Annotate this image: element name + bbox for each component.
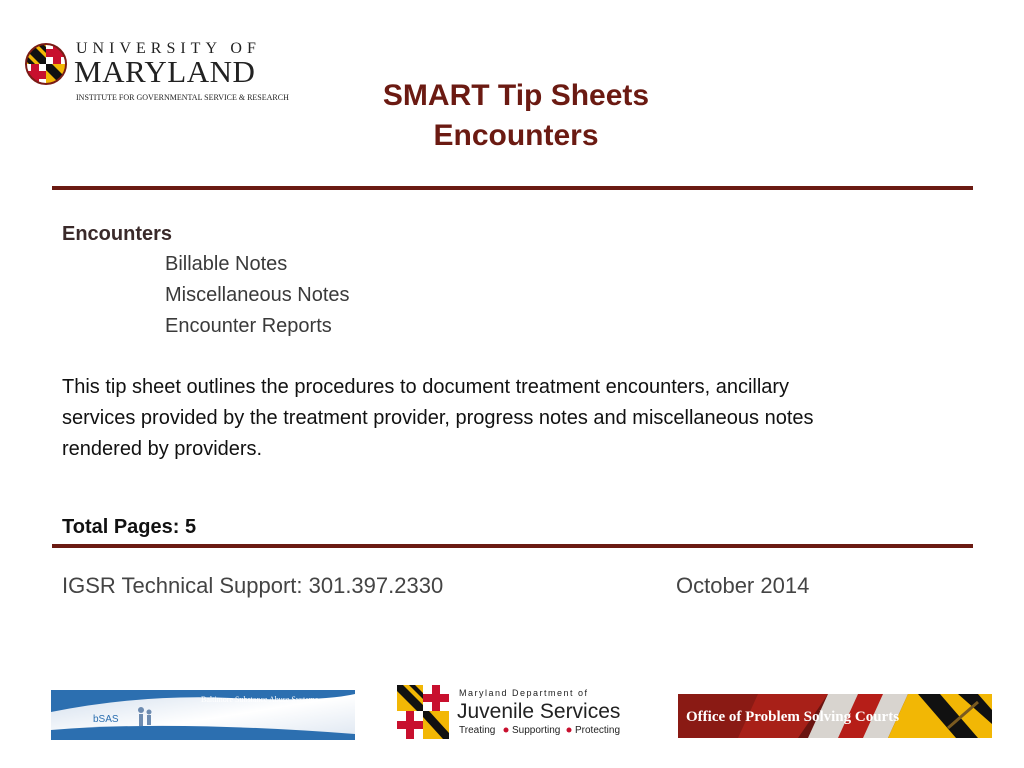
bottom-divider [52, 544, 973, 548]
djs-tagline-1: Treating [459, 725, 496, 736]
page-subtitle: Encounters [433, 119, 599, 152]
topic-item: Encounter Reports [165, 315, 332, 337]
section-heading: Encounters [62, 223, 173, 245]
description-line: This tip sheet outlines the procedures to document treatment encounters, ancillary [62, 376, 790, 398]
total-pages: Total Pages: 5 [62, 516, 197, 538]
logo-line-institute: INSTITUTE FOR GOVERNMENTAL SERVICE & RESEARCH [76, 93, 289, 102]
maryland-seal-icon [24, 42, 68, 86]
djs-name: Juvenile Services [457, 700, 621, 723]
bsas-full-name: Baltimore Substance Abuse Systems [201, 695, 319, 704]
publication-date: October 2014 [676, 573, 810, 598]
logo-line-maryland: MARYLAND [74, 54, 256, 89]
bullet-icon [567, 728, 572, 733]
top-divider [52, 186, 973, 190]
description-line: services provided by the treatment provider, progress notes and miscellaneous notes [62, 407, 814, 429]
bsas-abbr: bSAS [93, 714, 119, 725]
djs-tagline-3: Protecting [575, 725, 621, 736]
bsas-logo [51, 690, 355, 740]
opsc-name: Office of Problem Solving Courts [686, 709, 900, 725]
technical-support-line: IGSR Technical Support: 301.397.2330 [62, 573, 444, 598]
opsc-logo-graphic [678, 694, 992, 738]
university-of-maryland-logo [24, 40, 314, 106]
logo-line-university-of: UNIVERSITY OF [76, 40, 261, 57]
topic-item: Miscellaneous Notes [165, 284, 350, 306]
title-block [300, 76, 732, 156]
topic-item: Billable Notes [165, 253, 288, 275]
description-line: rendered by providers. [62, 438, 263, 460]
djs-logo-graphic [395, 683, 635, 743]
djs-logo [395, 683, 635, 743]
opsc-logo [678, 694, 992, 738]
page-title: SMART Tip Sheets [382, 79, 650, 112]
djs-dept-line: Maryland Department of [459, 688, 589, 698]
bullet-icon [504, 728, 509, 733]
djs-tagline-2: Supporting [512, 725, 561, 736]
maryland-flag-icon [397, 685, 449, 739]
bsas-logo-graphic [51, 690, 355, 740]
